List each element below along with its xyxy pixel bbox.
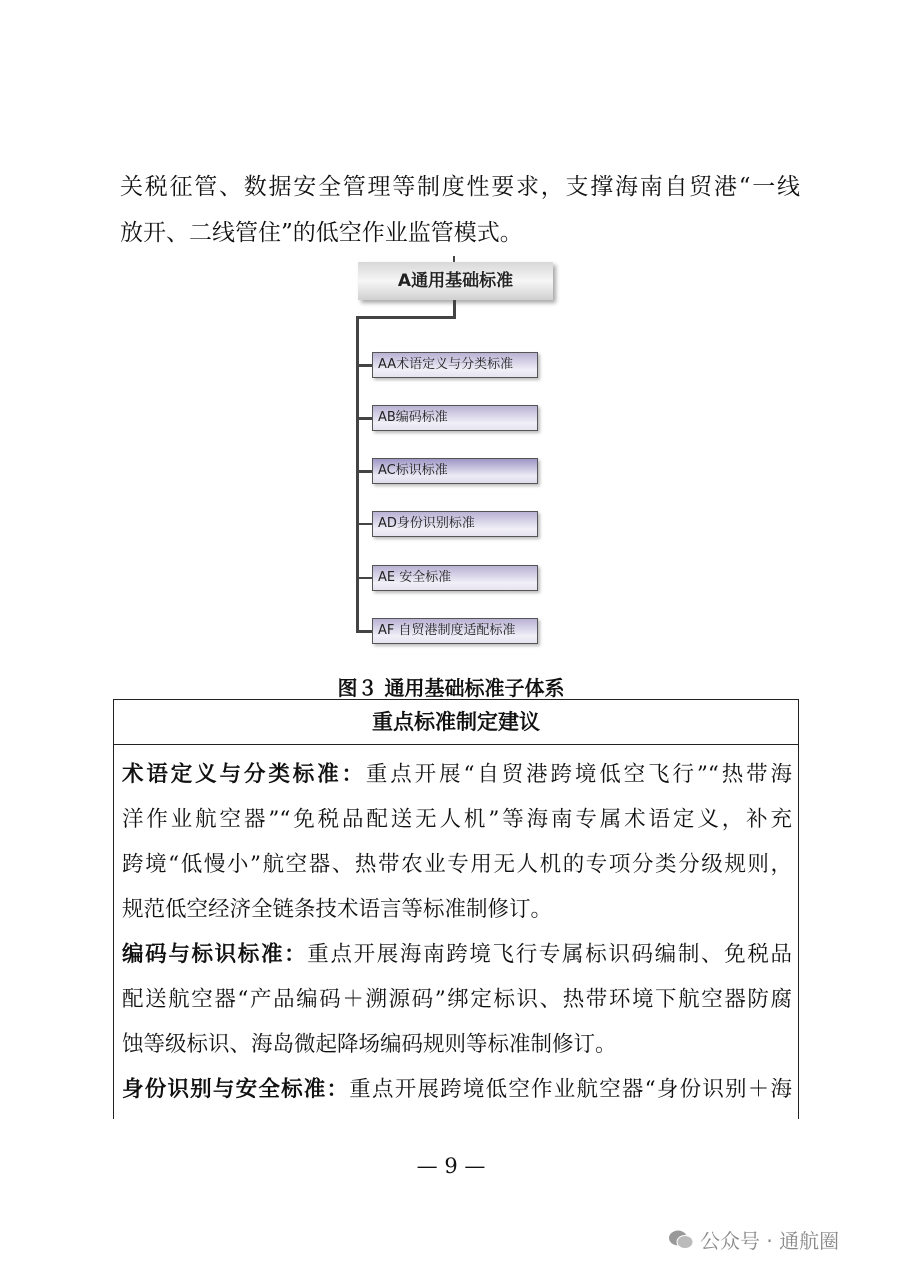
tree-child-node: AF 自贸港制度适配标准 xyxy=(372,618,538,644)
tree-child-node: AD身份识别标准 xyxy=(372,511,538,537)
table-text: 配送航空器“产品编码＋溯源码”绑定标识、热带环境下航空器防腐 xyxy=(122,987,792,1012)
table-text: 洋作业航空器”“免税品配送无人机”等海南专属术语定义，补充 xyxy=(122,807,792,832)
table-line xyxy=(122,940,792,970)
table-text: 重点开展海南跨境飞行专属标识码编制、免税品 xyxy=(307,942,792,967)
section-label: 身份识别与安全标准： xyxy=(122,1077,350,1102)
watermark-text: 公众号 · 通航圈 xyxy=(700,1229,840,1253)
tree-child-node: AC标识标准 xyxy=(372,458,538,484)
table-header: 重点标准制定建议 xyxy=(114,700,798,745)
section-label: 术语定义与分类标准： xyxy=(122,762,366,787)
table-text: 规范低空经济全链条技术语言等标准制修订。 xyxy=(122,897,553,922)
tree-root-node: A通用基础标准 xyxy=(358,262,553,300)
wechat-icon xyxy=(668,1229,694,1251)
body-text-line: 关税征管、数据安全管理等制度性要求，支撑海南自贸港“一线 xyxy=(120,174,800,200)
table-line xyxy=(122,985,792,1015)
page-number: — 9 — xyxy=(416,1154,486,1178)
table-line xyxy=(122,805,792,835)
tree-child-node: AA术语定义与分类标准 xyxy=(372,352,538,378)
table-line xyxy=(122,760,792,790)
tree-child-node: AB编码标准 xyxy=(372,405,538,431)
watermark xyxy=(668,1225,839,1254)
table-line xyxy=(122,1030,792,1060)
table-line xyxy=(122,1075,792,1105)
body-text-line: 放开、二线管住”的低空作业监管模式。 xyxy=(120,220,523,246)
table-line xyxy=(122,895,792,925)
table-text: 重点开展跨境低空作业航空器“身份识别＋海 xyxy=(349,1077,792,1102)
table-text: 跨境“低慢小”航空器、热带农业专用无人机的专项分类分级规则， xyxy=(122,852,792,877)
section-label: 编码与标识标准： xyxy=(122,942,308,967)
table-text: 蚀等级标识、海岛微起降场编码规则等标准制修订。 xyxy=(122,1032,617,1057)
tree-child-node: AE 安全标准 xyxy=(372,565,538,591)
recommendation-table xyxy=(113,699,799,1119)
figure-caption: 图３ 通用基础标准子体系 xyxy=(337,676,565,700)
table-line xyxy=(122,850,792,880)
table-text: 重点开展“自贸港跨境低空飞行”“热带海 xyxy=(365,762,792,787)
